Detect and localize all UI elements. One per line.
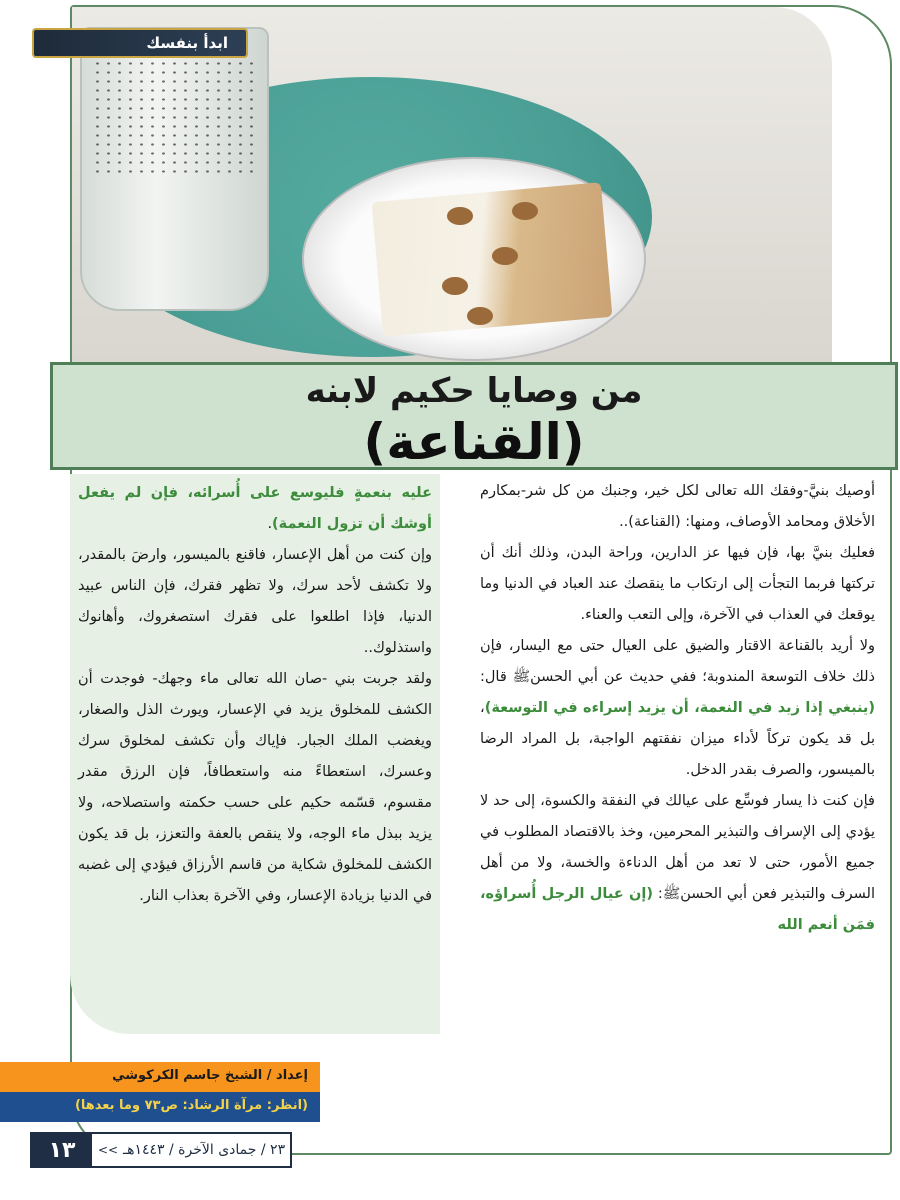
reference-note bbox=[0, 1092, 320, 1122]
walnut bbox=[447, 207, 473, 225]
paragraph bbox=[480, 786, 875, 941]
author-credit bbox=[0, 1062, 320, 1092]
paragraph: فعليك بنيَّ بها، فإن فيها عز الدارين، وراحة البدن، وذلك أنك أن تركتها فربما التجأت إلى ارتكاب ما ينقصك عند العباد في الدنيا وما يوقعك في العذاب في الآخرة، وإلى التعب والعناء. bbox=[480, 545, 875, 623]
chevron-left-icon: << bbox=[98, 1143, 119, 1157]
reference-text: (انظر: مرآة الرشاد: ص٧٣ وما بعدها) bbox=[74, 1098, 308, 1113]
paragraph-text: . bbox=[267, 516, 273, 532]
paragraph: أوصيك بنيَّ-وفقك الله تعالى لكل خير، وجنبك من كل شر-بمكارم الأخلاق ومحامد الأوصاف، ومنها: (القناعة).. bbox=[480, 483, 875, 530]
paragraph bbox=[78, 478, 432, 540]
walnut bbox=[442, 277, 468, 295]
paragraph-text: فإن كنت ذا يسار فوسِّع على عيالك في النفقة والكسوة، إلى حد لا يؤدي إلى الإسراف والتبذير المحرمين، وخذ بالاقتصاد المطلوب في جميع الأمور، حتى لا تعد من أهل الدناءة والخسة، ولا من أهل السرف والتبذير فعن أبي الحسن‎ﷺ: bbox=[480, 793, 875, 902]
page-footer bbox=[30, 1132, 292, 1168]
section-tab bbox=[32, 28, 248, 58]
left-column bbox=[70, 474, 440, 1034]
paragraph bbox=[480, 631, 875, 786]
hadith-quote: (ينبغي إذا زيد في النعمة، أن يزيد إسراءه في التوسعة) bbox=[484, 700, 875, 716]
title-line-1: من وصايا حكيم لابنه bbox=[305, 371, 643, 411]
walnut bbox=[512, 202, 538, 220]
basil-seeds bbox=[92, 59, 257, 179]
header-photo bbox=[72, 7, 832, 362]
walnut bbox=[492, 247, 518, 265]
hadith-quote: (إن عيال الرجل أُسراؤه، فمَن أنعم الله bbox=[480, 886, 875, 933]
right-column bbox=[480, 476, 875, 941]
paragraph: وإن كنت من أهل الإعسار، فاقنع بالميسور، وارضَ بالمقدر، ولا تكشف لأحد سرك، ولا تظهر فقرك، فإن الناس عبيد الدنيا، فإذا اطلعوا على فقرك استصغروك، وأهانوك واستذلوك.. bbox=[78, 547, 432, 656]
issue-date: ٢٣ / جمادى الآخرة / ١٤٤٣هـ bbox=[123, 1142, 286, 1158]
walnut bbox=[467, 307, 493, 325]
title-box bbox=[50, 362, 898, 470]
page-number: ١٣ bbox=[32, 1134, 92, 1166]
section-label: ابدأ بنفسك bbox=[146, 34, 228, 52]
author-text: إعداد / الشيخ جاسم الكركوشي bbox=[112, 1068, 308, 1083]
paragraph-text: ، بل قد يكون تركاً لأداء ميزان نفقتهم الواجبة، بل المراد الرضا بالميسور، والصرف بقدر الدخل. bbox=[480, 700, 875, 778]
paragraph-text: ولا أريد بالقناعة الاقتار والضيق على العيال حتى مع اليسار، فإن ذلك خلاف التوسعة المندوبة؛ ففي حديث عن أبي الحسن‎ﷺ قال: bbox=[480, 638, 875, 685]
hadith-quote: عليه بنعمةٍ فليوسع على أُسرائه، فإن لم يفعل أوشك أن تزول النعمة) bbox=[78, 485, 432, 532]
drink-glass bbox=[80, 27, 269, 311]
paragraph: ولقد جربت بني -صان الله تعالى ماء وجهك- فوجدت أن الكشف للمخلوق يزيد في الإعسار، ويورث الذل والصغار، ويغضب الملك الجبار. فإياك وأن تكشف لمخلوق سرك وعسرك، استعطاءً منه واستعطافاً، فإن الرزق مقدر مقسوم، قسّمه حكيم على حسب حكمته واستصلاحه، ولا يزيد ببذل ماء الوجه، ولا ينقص بالعفة والتعزز، بل قد يكون الكشف للمخلوق شكاية من قاسم الأرزاق فيؤدي إلى غضبه في الدنيا بزيادة الإعسار، وفي الآخرة بعذاب النار. bbox=[78, 671, 432, 904]
title-line-2: (القناعة) bbox=[363, 413, 585, 471]
